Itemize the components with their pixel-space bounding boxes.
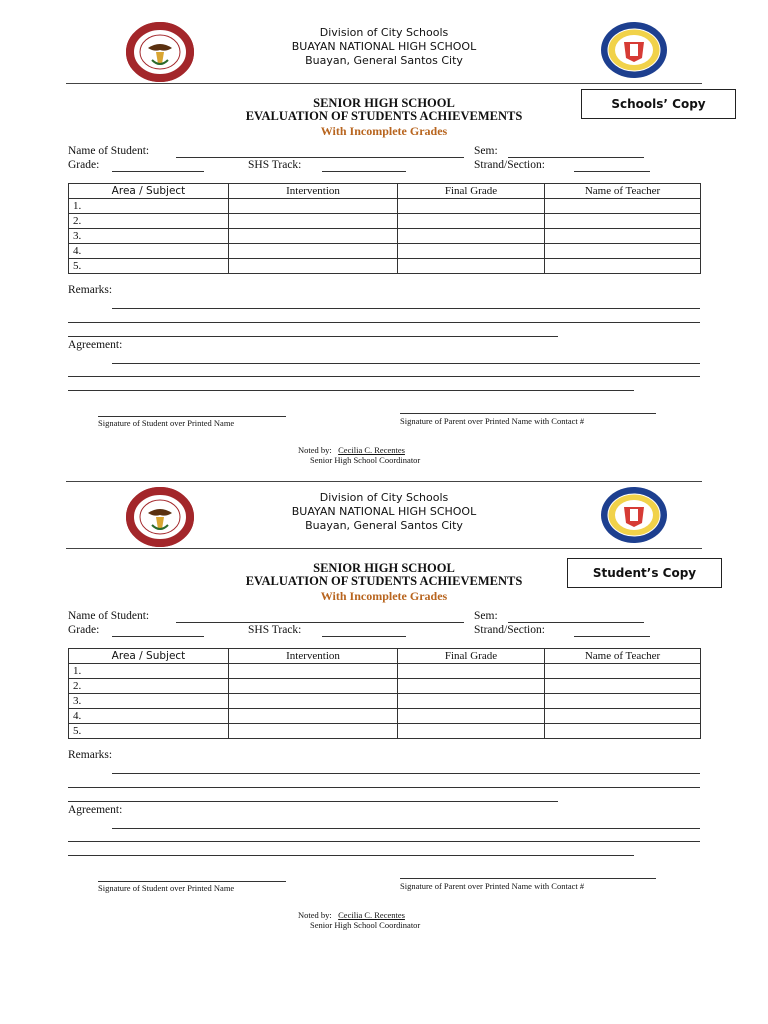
final-grade-cell[interactable] xyxy=(398,724,545,739)
remarks-line[interactable] xyxy=(112,308,700,309)
noted-by-block xyxy=(298,445,405,455)
grade-label: Grade: xyxy=(68,624,100,636)
final-grade-cell[interactable] xyxy=(398,229,545,244)
coordinator-title: Senior High School Coordinator xyxy=(310,920,421,930)
copy-label-box: Student’s Copy xyxy=(567,558,722,588)
agreement-label: Agreement: xyxy=(68,804,123,816)
parent-signature-caption: Signature of Parent over Printed Name with Contact # xyxy=(400,416,585,426)
copy-separator xyxy=(66,481,702,482)
row-number: 4. xyxy=(69,244,229,259)
agreement-label: Agreement: xyxy=(68,339,123,351)
final-grade-cell[interactable] xyxy=(398,679,545,694)
strand-section-label: Strand/Section: xyxy=(474,159,545,171)
row-number: 1. xyxy=(69,199,229,214)
final-grade-cell[interactable] xyxy=(398,709,545,724)
final-grade-cell[interactable] xyxy=(398,199,545,214)
sem-label: Sem: xyxy=(474,610,498,622)
column-final-grade: Final Grade xyxy=(398,184,545,199)
sem-line[interactable] xyxy=(508,157,644,158)
remarks-line[interactable] xyxy=(68,336,558,337)
name-of-student-label: Name of Student: xyxy=(68,145,150,157)
division-name: Division of City Schools xyxy=(319,491,449,504)
shs-track-line[interactable] xyxy=(322,171,406,172)
noted-by-label: Noted by: xyxy=(298,910,332,920)
intervention-cell[interactable] xyxy=(229,259,398,274)
teacher-name-cell[interactable] xyxy=(545,259,701,274)
sem-label: Sem: xyxy=(474,145,498,157)
header-divider xyxy=(66,548,702,549)
table-row xyxy=(69,259,701,274)
deped-seal-logo xyxy=(600,20,668,80)
form-subtitle: With Incomplete Grades xyxy=(320,124,448,138)
grade-label: Grade: xyxy=(68,159,100,171)
intervention-cell[interactable] xyxy=(229,664,398,679)
agreement-line[interactable] xyxy=(112,828,700,829)
column-area-subject: Area / Subject xyxy=(69,184,229,199)
intervention-cell[interactable] xyxy=(229,709,398,724)
agreement-line[interactable] xyxy=(112,363,700,364)
remarks-line[interactable] xyxy=(68,322,700,323)
parent-signature-line[interactable] xyxy=(400,878,656,879)
table-row xyxy=(69,244,701,259)
grade-line[interactable] xyxy=(112,171,204,172)
table-row xyxy=(69,679,701,694)
teacher-name-cell[interactable] xyxy=(545,679,701,694)
remarks-line[interactable] xyxy=(68,801,558,802)
intervention-cell[interactable] xyxy=(229,229,398,244)
noted-by-block xyxy=(298,910,405,920)
teacher-name-cell[interactable] xyxy=(545,694,701,709)
form-title-line1: SENIOR HIGH SCHOOL xyxy=(313,96,455,110)
row-number: 3. xyxy=(69,694,229,709)
row-number: 5. xyxy=(69,259,229,274)
student-signature-caption: Signature of Student over Printed Name xyxy=(98,883,235,893)
remarks-label: Remarks: xyxy=(68,284,113,296)
table-row xyxy=(69,229,701,244)
form-title-line1: SENIOR HIGH SCHOOL xyxy=(313,561,455,575)
student-signature-line[interactable] xyxy=(98,881,286,882)
final-grade-cell[interactable] xyxy=(398,694,545,709)
division-name: Division of City Schools xyxy=(319,26,449,39)
school-name: BUAYAN NATIONAL HIGH SCHOOL xyxy=(291,505,477,518)
name-of-student-line[interactable] xyxy=(176,622,464,623)
teacher-name-cell[interactable] xyxy=(545,244,701,259)
column-intervention: Intervention xyxy=(229,184,398,199)
school-address: Buayan, General Santos City xyxy=(305,54,463,67)
row-number: 4. xyxy=(69,709,229,724)
strand-section-line[interactable] xyxy=(574,636,650,637)
coordinator-name: Cecilia C. Recentes xyxy=(338,910,405,920)
form-subtitle: With Incomplete Grades xyxy=(320,589,448,603)
row-number: 5. xyxy=(69,724,229,739)
student-signature-caption: Signature of Student over Printed Name xyxy=(98,418,235,428)
teacher-name-cell[interactable] xyxy=(545,709,701,724)
agreement-line[interactable] xyxy=(68,855,634,856)
table-header-row xyxy=(69,184,701,199)
shs-track-label: SHS Track: xyxy=(248,159,302,171)
table-row xyxy=(69,694,701,709)
shs-track-line[interactable] xyxy=(322,636,406,637)
school-address: Buayan, General Santos City xyxy=(305,519,463,532)
column-intervention: Intervention xyxy=(229,649,398,664)
row-number: 2. xyxy=(69,214,229,229)
intervention-cell[interactable] xyxy=(229,679,398,694)
teacher-name-cell[interactable] xyxy=(545,664,701,679)
final-grade-cell[interactable] xyxy=(398,244,545,259)
shs-track-label: SHS Track: xyxy=(248,624,302,636)
table-row xyxy=(69,709,701,724)
school-copy-form xyxy=(0,0,768,465)
form-title-line2: EVALUATION OF STUDENTS ACHIEVEMENTS xyxy=(245,109,523,123)
remarks-line[interactable] xyxy=(112,773,700,774)
row-number: 3. xyxy=(69,229,229,244)
column-name-of-teacher: Name of Teacher xyxy=(545,184,701,199)
header-divider xyxy=(66,83,702,84)
row-number: 1. xyxy=(69,664,229,679)
parent-signature-line[interactable] xyxy=(400,413,656,414)
strand-section-label: Strand/Section: xyxy=(474,624,545,636)
name-of-student-line[interactable] xyxy=(176,157,464,158)
school-name: BUAYAN NATIONAL HIGH SCHOOL xyxy=(291,40,477,53)
deped-seal-logo xyxy=(600,485,668,545)
intervention-cell[interactable] xyxy=(229,244,398,259)
intervention-cell[interactable] xyxy=(229,214,398,229)
column-area-subject: Area / Subject xyxy=(69,649,229,664)
table-row xyxy=(69,199,701,214)
coordinator-title: Senior High School Coordinator xyxy=(310,455,421,465)
column-final-grade: Final Grade xyxy=(398,649,545,664)
student-copy-form xyxy=(0,465,768,930)
teacher-name-cell[interactable] xyxy=(545,724,701,739)
teacher-name-cell[interactable] xyxy=(545,214,701,229)
table-header-row xyxy=(69,649,701,664)
agreement-line[interactable] xyxy=(68,390,634,391)
name-of-student-label: Name of Student: xyxy=(68,610,150,622)
grade-line[interactable] xyxy=(112,636,204,637)
table-row xyxy=(69,724,701,739)
sem-line[interactable] xyxy=(508,622,644,623)
remarks-label: Remarks: xyxy=(68,749,113,761)
intervention-cell[interactable] xyxy=(229,724,398,739)
column-name-of-teacher: Name of Teacher xyxy=(545,649,701,664)
strand-section-line[interactable] xyxy=(574,171,650,172)
parent-signature-caption: Signature of Parent over Printed Name with Contact # xyxy=(400,881,585,891)
teacher-name-cell[interactable] xyxy=(545,229,701,244)
agreement-line[interactable] xyxy=(68,841,700,842)
table-row xyxy=(69,214,701,229)
table-row xyxy=(69,664,701,679)
intervention-cell[interactable] xyxy=(229,199,398,214)
teacher-name-cell[interactable] xyxy=(545,199,701,214)
remarks-line[interactable] xyxy=(68,787,700,788)
coordinator-name: Cecilia C. Recentes xyxy=(338,445,405,455)
subjects-table xyxy=(68,648,701,739)
final-grade-cell[interactable] xyxy=(398,214,545,229)
student-signature-line[interactable] xyxy=(98,416,286,417)
final-grade-cell[interactable] xyxy=(398,259,545,274)
row-number: 2. xyxy=(69,679,229,694)
copy-label-box: Schools’ Copy xyxy=(581,89,736,119)
noted-by-label: Noted by: xyxy=(298,445,332,455)
agreement-line[interactable] xyxy=(68,376,700,377)
form-title-line2: EVALUATION OF STUDENTS ACHIEVEMENTS xyxy=(245,574,523,588)
intervention-cell[interactable] xyxy=(229,694,398,709)
final-grade-cell[interactable] xyxy=(398,664,545,679)
subjects-table xyxy=(68,183,701,274)
